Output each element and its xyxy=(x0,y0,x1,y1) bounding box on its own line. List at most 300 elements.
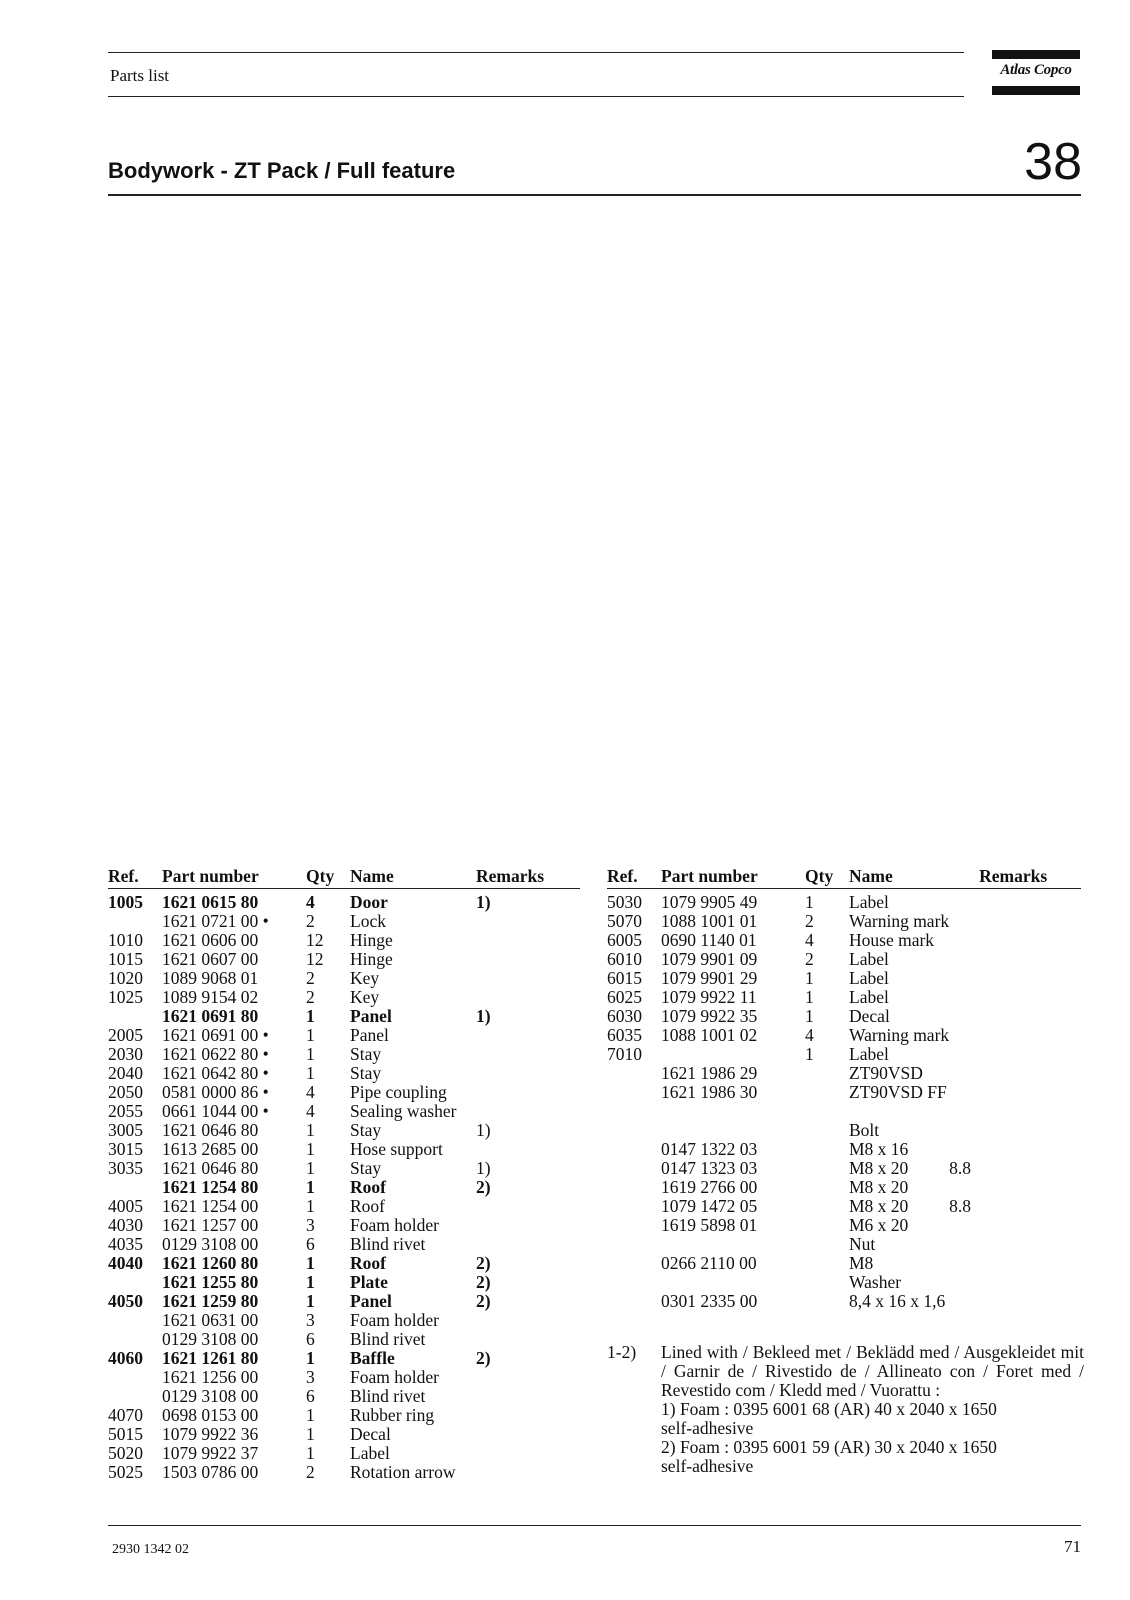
header-top-rule xyxy=(108,52,964,53)
cell-part-number: 0690 1140 01 xyxy=(661,930,757,950)
cell-remarks xyxy=(476,950,576,969)
table-row xyxy=(108,988,576,1007)
cell-remarks xyxy=(979,1197,1081,1216)
cell-name: Hinge xyxy=(350,930,393,950)
cell-qty: 1 xyxy=(306,1025,315,1045)
cell-part-number: 1621 0691 00 • xyxy=(162,1025,269,1045)
cell-part-number: 1621 1260 80 xyxy=(162,1253,259,1273)
cell-qty: 2 xyxy=(306,911,315,931)
cell-name: Roof xyxy=(350,1196,385,1216)
cell-qty xyxy=(805,1273,849,1292)
table-row xyxy=(607,988,1081,1007)
cell-ref: 7010 xyxy=(607,1044,642,1064)
cell-ref xyxy=(607,1159,661,1178)
cell-grade xyxy=(949,950,979,969)
cell-name: M8 xyxy=(849,1253,874,1273)
cell-ref: 1020 xyxy=(108,968,143,988)
cell-ref: 6015 xyxy=(607,968,642,988)
cell-remarks xyxy=(476,1368,576,1387)
cell-remarks xyxy=(979,1026,1081,1045)
cell-qty: 3 xyxy=(306,1367,315,1387)
table-row xyxy=(607,950,1081,969)
table-row xyxy=(607,931,1081,950)
cell-name: Roof xyxy=(350,1253,386,1273)
cell-part-number: 0698 0153 00 xyxy=(162,1405,259,1425)
cell-qty xyxy=(805,1064,849,1083)
cell-part-number: 0581 0000 86 • xyxy=(162,1082,269,1102)
cell-part-number xyxy=(661,1102,805,1121)
parts-table-right-body xyxy=(607,887,1081,1311)
table-row xyxy=(108,912,576,931)
cell-grade xyxy=(949,1045,979,1064)
cell-part-number: 0129 3108 00 xyxy=(162,1386,259,1406)
cell-name: Washer xyxy=(849,1272,902,1292)
table-row xyxy=(108,1463,576,1482)
cell-remarks xyxy=(979,1178,1081,1197)
table-row xyxy=(607,1235,1081,1254)
cell-qty: 1 xyxy=(306,1291,315,1311)
cell-remarks: 1) xyxy=(476,1006,491,1026)
table-row xyxy=(108,1178,576,1197)
cell-remarks xyxy=(979,1159,1081,1178)
cell-remarks xyxy=(476,1197,576,1216)
cell-remarks xyxy=(476,912,576,931)
cell-remarks: 1) xyxy=(476,1158,491,1178)
table-row xyxy=(607,1178,1081,1197)
cell-grade xyxy=(949,912,979,931)
cell-ref xyxy=(607,1064,661,1083)
cell-name: Stay xyxy=(350,1158,382,1178)
cell-ref: 6025 xyxy=(607,987,642,1007)
col-ref-header: Ref. xyxy=(108,866,139,886)
cell-remarks xyxy=(979,1045,1081,1064)
cell-name: 8,4 x 16 x 1,6 xyxy=(849,1291,946,1311)
cell-remarks xyxy=(979,969,1081,988)
cell-part-number: 1503 0786 00 xyxy=(162,1462,259,1482)
cell-grade xyxy=(949,1178,979,1197)
note-key: 1-2) xyxy=(607,1342,637,1362)
cell-name: Decal xyxy=(350,1424,391,1444)
cell-remarks xyxy=(476,969,576,988)
cell-qty: 1 xyxy=(805,987,814,1007)
cell-remarks xyxy=(979,1235,1081,1254)
cell-part-number: 1619 2766 00 xyxy=(661,1177,758,1197)
table-row xyxy=(108,1330,576,1349)
cell-name: Key xyxy=(350,968,380,988)
cell-qty xyxy=(805,1216,849,1235)
cell-ref: 2040 xyxy=(108,1063,143,1083)
cell-name: Plate xyxy=(350,1272,388,1292)
cell-grade xyxy=(949,1121,979,1140)
cell-part-number: 1621 1255 80 xyxy=(162,1272,259,1292)
cell-ref: 6035 xyxy=(607,1025,642,1045)
cell-qty: 6 xyxy=(306,1329,315,1349)
cell-qty: 3 xyxy=(306,1310,315,1330)
cell-name: M8 x 16 xyxy=(849,1139,909,1159)
cell-grade xyxy=(949,893,979,912)
cell-remarks xyxy=(476,1216,576,1235)
cell-name: Bolt xyxy=(849,1120,880,1140)
cell-ref xyxy=(108,912,162,931)
cell-ref xyxy=(108,1311,162,1330)
cell-name: Blind rivet xyxy=(350,1234,426,1254)
cell-remarks xyxy=(979,912,1081,931)
table-row xyxy=(108,1387,576,1406)
cell-ref: 6010 xyxy=(607,949,642,969)
cell-qty xyxy=(805,1178,849,1197)
cell-name: Blind rivet xyxy=(350,1386,426,1406)
cell-qty: 1 xyxy=(306,1120,315,1140)
table-row xyxy=(607,1007,1081,1026)
cell-ref xyxy=(607,1292,661,1311)
cell-name: ZT90VSD FF xyxy=(849,1082,947,1102)
table-row xyxy=(108,1083,576,1102)
col-part-header: Part number xyxy=(661,866,758,886)
cell-part-number: 1621 0607 00 xyxy=(162,949,259,969)
cell-grade xyxy=(949,1254,979,1273)
cell-remarks xyxy=(979,1273,1081,1292)
col-remarks-header: Remarks xyxy=(476,866,545,886)
table-row xyxy=(108,1121,576,1140)
cell-name: Foam holder xyxy=(350,1215,439,1235)
cell-remarks xyxy=(476,1406,576,1425)
cell-remarks: 1) xyxy=(476,1120,491,1140)
cell-qty xyxy=(805,1140,849,1159)
cell-name: Label xyxy=(849,949,889,969)
cell-name: Nut xyxy=(849,1234,876,1254)
cell-qty xyxy=(805,1121,849,1140)
col-name-header: Name xyxy=(849,866,893,886)
right-header-rule xyxy=(607,888,1081,889)
cell-ref xyxy=(108,1368,162,1387)
cell-part-number: 1621 0622 80 • xyxy=(162,1044,269,1064)
cell-qty xyxy=(805,1254,849,1273)
note-foam-1-b: self-adhesive xyxy=(661,1418,754,1438)
atlas-copco-logo xyxy=(992,50,1080,95)
cell-name: Hose support xyxy=(350,1139,443,1159)
table-row xyxy=(607,893,1081,912)
cell-grade: 8.8 xyxy=(949,1196,972,1216)
cell-name: Label xyxy=(849,1044,889,1064)
cell-name: Rotation arrow xyxy=(350,1462,456,1482)
cell-remarks xyxy=(476,1026,576,1045)
table-row xyxy=(607,1292,1081,1311)
cell-part-number: 1613 2685 00 xyxy=(162,1139,259,1159)
cell-ref: 5015 xyxy=(108,1424,143,1444)
table-row xyxy=(607,1026,1081,1045)
cell-ref xyxy=(607,1121,661,1140)
cell-qty: 2 xyxy=(306,1462,315,1482)
table-row xyxy=(607,1064,1081,1083)
cell-qty: 6 xyxy=(306,1234,315,1254)
cell-remarks xyxy=(476,1311,576,1330)
cell-remarks xyxy=(476,1444,576,1463)
cell-part-number: 1621 1259 80 xyxy=(162,1291,259,1311)
cell-grade xyxy=(949,1292,979,1311)
table-row xyxy=(108,1064,576,1083)
cell-remarks xyxy=(476,1102,576,1121)
cell-remarks: 2) xyxy=(476,1177,491,1197)
cell-part-number: 1621 1254 80 xyxy=(162,1177,259,1197)
cell-qty: 1 xyxy=(306,1253,315,1273)
cell-part-number: 1621 0642 80 • xyxy=(162,1063,269,1083)
cell-qty: 4 xyxy=(306,1101,315,1121)
cell-remarks: 2) xyxy=(476,1253,491,1273)
table-row xyxy=(607,1197,1081,1216)
table-row xyxy=(108,893,576,912)
cell-ref xyxy=(607,1197,661,1216)
cell-name: Lock xyxy=(350,911,386,931)
cell-part-number xyxy=(661,1045,805,1064)
table-row xyxy=(607,1273,1081,1292)
cell-ref: 1015 xyxy=(108,949,143,969)
cell-remarks xyxy=(476,1083,576,1102)
note-text: Lined with / Bekleed met / Beklädd med / Ausgekleidet mit / Garnir de / Rivestido de / Allineato con / Foret med / Revestido com / Kledd med / Vuorattu : xyxy=(661,1342,1084,1400)
table-row xyxy=(108,1140,576,1159)
cell-remarks xyxy=(979,1007,1081,1026)
table-header-row xyxy=(108,865,576,887)
cell-ref: 6005 xyxy=(607,930,642,950)
cell-part-number xyxy=(661,1273,805,1292)
cell-name: Panel xyxy=(350,1006,392,1026)
cell-ref xyxy=(607,1140,661,1159)
table-row xyxy=(108,931,576,950)
cell-remarks: 1) xyxy=(476,892,491,912)
cell-remarks xyxy=(979,1102,1081,1121)
cell-part-number: 1079 1472 05 xyxy=(661,1196,758,1216)
table-row xyxy=(607,912,1081,931)
cell-part-number: 1621 0615 80 xyxy=(162,892,259,912)
cell-remarks xyxy=(979,950,1081,969)
cell-qty xyxy=(805,1292,849,1311)
cell-grade xyxy=(949,1216,979,1235)
cell-part-number: 1079 9901 29 xyxy=(661,968,758,988)
cell-qty: 1 xyxy=(805,892,814,912)
cell-remarks xyxy=(979,1121,1081,1140)
cell-name: Label xyxy=(849,968,889,988)
cell-part-number: 1079 9922 37 xyxy=(162,1443,259,1463)
cell-grade xyxy=(949,931,979,950)
cell-part-number: 1621 0646 80 xyxy=(162,1120,259,1140)
cell-remarks: 2) xyxy=(476,1272,491,1292)
table-row xyxy=(108,1292,576,1311)
cell-part-number: 1621 1261 80 xyxy=(162,1348,259,1368)
cell-part-number: 1079 9901 09 xyxy=(661,949,758,969)
table-row xyxy=(607,1216,1081,1235)
cell-ref: 2030 xyxy=(108,1044,143,1064)
cell-ref: 2055 xyxy=(108,1101,143,1121)
cell-qty: 4 xyxy=(306,892,315,912)
cell-part-number: 1088 1001 02 xyxy=(661,1025,758,1045)
cell-part-number: 0129 3108 00 xyxy=(162,1234,259,1254)
cell-ref: 2050 xyxy=(108,1082,143,1102)
table-row xyxy=(108,1197,576,1216)
cell-qty: 1 xyxy=(306,1139,315,1159)
cell-ref xyxy=(108,1007,162,1026)
cell-name: Key xyxy=(350,987,380,1007)
cell-name: Blind rivet xyxy=(350,1329,426,1349)
col-remarks-header: Remarks xyxy=(979,866,1048,886)
table-row xyxy=(108,1444,576,1463)
cell-qty: 1 xyxy=(306,1196,315,1216)
cell-name xyxy=(849,1102,949,1121)
cell-part-number: 1621 1256 00 xyxy=(162,1367,259,1387)
cell-remarks xyxy=(979,1254,1081,1273)
cell-ref xyxy=(607,1216,661,1235)
cell-part-number: 0661 1044 00 • xyxy=(162,1101,269,1121)
cell-ref: 5070 xyxy=(607,911,642,931)
cell-remarks xyxy=(979,1292,1081,1311)
cell-qty: 4 xyxy=(805,930,814,950)
cell-name: Foam holder xyxy=(350,1367,439,1387)
cell-qty xyxy=(805,1083,849,1102)
cell-remarks xyxy=(476,1387,576,1406)
col-ref-header: Ref. xyxy=(607,866,638,886)
cell-remarks: 2) xyxy=(476,1291,491,1311)
parts-table-left xyxy=(108,865,576,1482)
cell-name: M8 x 20 xyxy=(849,1158,909,1178)
cell-remarks xyxy=(476,931,576,950)
table-row xyxy=(108,1216,576,1235)
cell-part-number: 1621 0646 80 xyxy=(162,1158,259,1178)
logo-text: Atlas Copco xyxy=(1000,62,1072,78)
cell-qty xyxy=(805,1102,849,1121)
cell-grade xyxy=(949,1140,979,1159)
table-row xyxy=(607,1140,1081,1159)
header-bottom-rule xyxy=(108,96,964,97)
cell-name: Sealing washer xyxy=(350,1101,457,1121)
table-row xyxy=(108,1273,576,1292)
cell-part-number: 1079 9922 11 xyxy=(661,987,757,1007)
parts-table-right xyxy=(607,865,1081,1311)
cell-grade xyxy=(949,1273,979,1292)
cell-remarks xyxy=(476,1425,576,1444)
cell-ref: 4050 xyxy=(108,1291,143,1311)
cell-remarks xyxy=(979,1140,1081,1159)
cell-grade xyxy=(949,988,979,1007)
cell-ref: 3005 xyxy=(108,1120,143,1140)
cell-grade xyxy=(949,969,979,988)
cell-name: Door xyxy=(350,892,388,912)
cell-ref: 4035 xyxy=(108,1234,143,1254)
cell-qty: 2 xyxy=(306,987,315,1007)
cell-qty xyxy=(805,1197,849,1216)
cell-remarks xyxy=(476,1463,576,1482)
cell-name: ZT90VSD xyxy=(849,1063,923,1083)
cell-grade xyxy=(949,1007,979,1026)
col-qty-header: Qty xyxy=(805,866,834,886)
cell-name: Label xyxy=(350,1443,390,1463)
cell-qty: 1 xyxy=(306,1158,315,1178)
cell-ref: 4040 xyxy=(108,1253,143,1273)
cell-ref: 4030 xyxy=(108,1215,143,1235)
cell-part-number: 0147 1323 03 xyxy=(661,1158,758,1178)
cell-qty: 1 xyxy=(805,1006,814,1026)
cell-qty: 12 xyxy=(306,949,324,969)
note-foam-2-b: self-adhesive xyxy=(661,1456,754,1476)
cell-grade xyxy=(949,1102,979,1121)
cell-name: Hinge xyxy=(350,949,393,969)
cell-qty: 2 xyxy=(306,968,315,988)
cell-ref: 4005 xyxy=(108,1196,143,1216)
cell-name: M8 x 20 xyxy=(849,1177,909,1197)
cell-name: Panel xyxy=(350,1025,389,1045)
cell-grade: 8.8 xyxy=(949,1158,972,1178)
header-label: Parts list xyxy=(110,66,170,85)
table-row xyxy=(108,1368,576,1387)
cell-qty: 2 xyxy=(805,911,814,931)
parts-table-left-body xyxy=(108,887,576,1482)
cell-part-number: 1619 5898 01 xyxy=(661,1215,758,1235)
col-part-header: Part number xyxy=(162,866,259,886)
cell-qty: 1 xyxy=(306,1006,315,1026)
cell-qty: 6 xyxy=(306,1386,315,1406)
table-row xyxy=(108,1026,576,1045)
table-row xyxy=(108,1406,576,1425)
cell-remarks xyxy=(476,1045,576,1064)
table-row xyxy=(108,1235,576,1254)
cell-part-number: 1621 1986 30 xyxy=(661,1082,758,1102)
cell-part-number: 1621 1257 00 xyxy=(162,1215,259,1235)
cell-ref xyxy=(108,1387,162,1406)
cell-ref: 2005 xyxy=(108,1025,143,1045)
cell-grade xyxy=(949,1026,979,1045)
cell-ref: 5025 xyxy=(108,1462,143,1482)
cell-qty: 3 xyxy=(306,1215,315,1235)
cell-ref: 6030 xyxy=(607,1006,642,1026)
cell-name: Rubber ring xyxy=(350,1405,435,1425)
cell-qty xyxy=(805,1235,849,1254)
cell-ref: 5020 xyxy=(108,1443,143,1463)
section-title: Bodywork - ZT Pack / Full feature xyxy=(108,158,456,183)
table-row xyxy=(607,969,1081,988)
cell-name: Warning mark xyxy=(849,1025,950,1045)
page-number: 71 xyxy=(1064,1537,1081,1556)
cell-part-number: 0129 3108 00 xyxy=(162,1329,259,1349)
cell-remarks xyxy=(476,1330,576,1349)
cell-name: M8 x 20 xyxy=(849,1196,909,1216)
cell-part-number: 0147 1322 03 xyxy=(661,1139,758,1159)
cell-ref: 3035 xyxy=(108,1158,143,1178)
cell-qty: 1 xyxy=(805,968,814,988)
cell-ref xyxy=(108,1330,162,1349)
cell-part-number: 1621 1986 29 xyxy=(661,1063,758,1083)
footer-rule xyxy=(108,1525,1081,1526)
cell-name: M6 x 20 xyxy=(849,1215,909,1235)
cell-ref: 1010 xyxy=(108,930,143,950)
cell-grade xyxy=(949,1083,979,1102)
cell-remarks xyxy=(979,893,1081,912)
cell-part-number: 1621 1254 00 xyxy=(162,1196,259,1216)
cell-ref: 3015 xyxy=(108,1139,143,1159)
table-row xyxy=(607,1159,1081,1178)
cell-name: Baffle xyxy=(350,1348,395,1368)
cell-ref xyxy=(607,1102,661,1121)
section-number: 38 xyxy=(1024,133,1082,191)
cell-part-number: 1621 0606 00 xyxy=(162,930,259,950)
table-header-row xyxy=(607,865,1081,887)
cell-qty: 1 xyxy=(306,1044,315,1064)
cell-name: Panel xyxy=(350,1291,392,1311)
cell-remarks xyxy=(476,1235,576,1254)
cell-grade xyxy=(949,1064,979,1083)
cell-ref xyxy=(607,1083,661,1102)
cell-remarks: 2) xyxy=(476,1348,491,1368)
cell-part-number: 0266 2110 00 xyxy=(661,1253,757,1273)
cell-qty: 4 xyxy=(805,1025,814,1045)
col-name-header: Name xyxy=(350,866,394,886)
cell-name: Label xyxy=(849,892,889,912)
